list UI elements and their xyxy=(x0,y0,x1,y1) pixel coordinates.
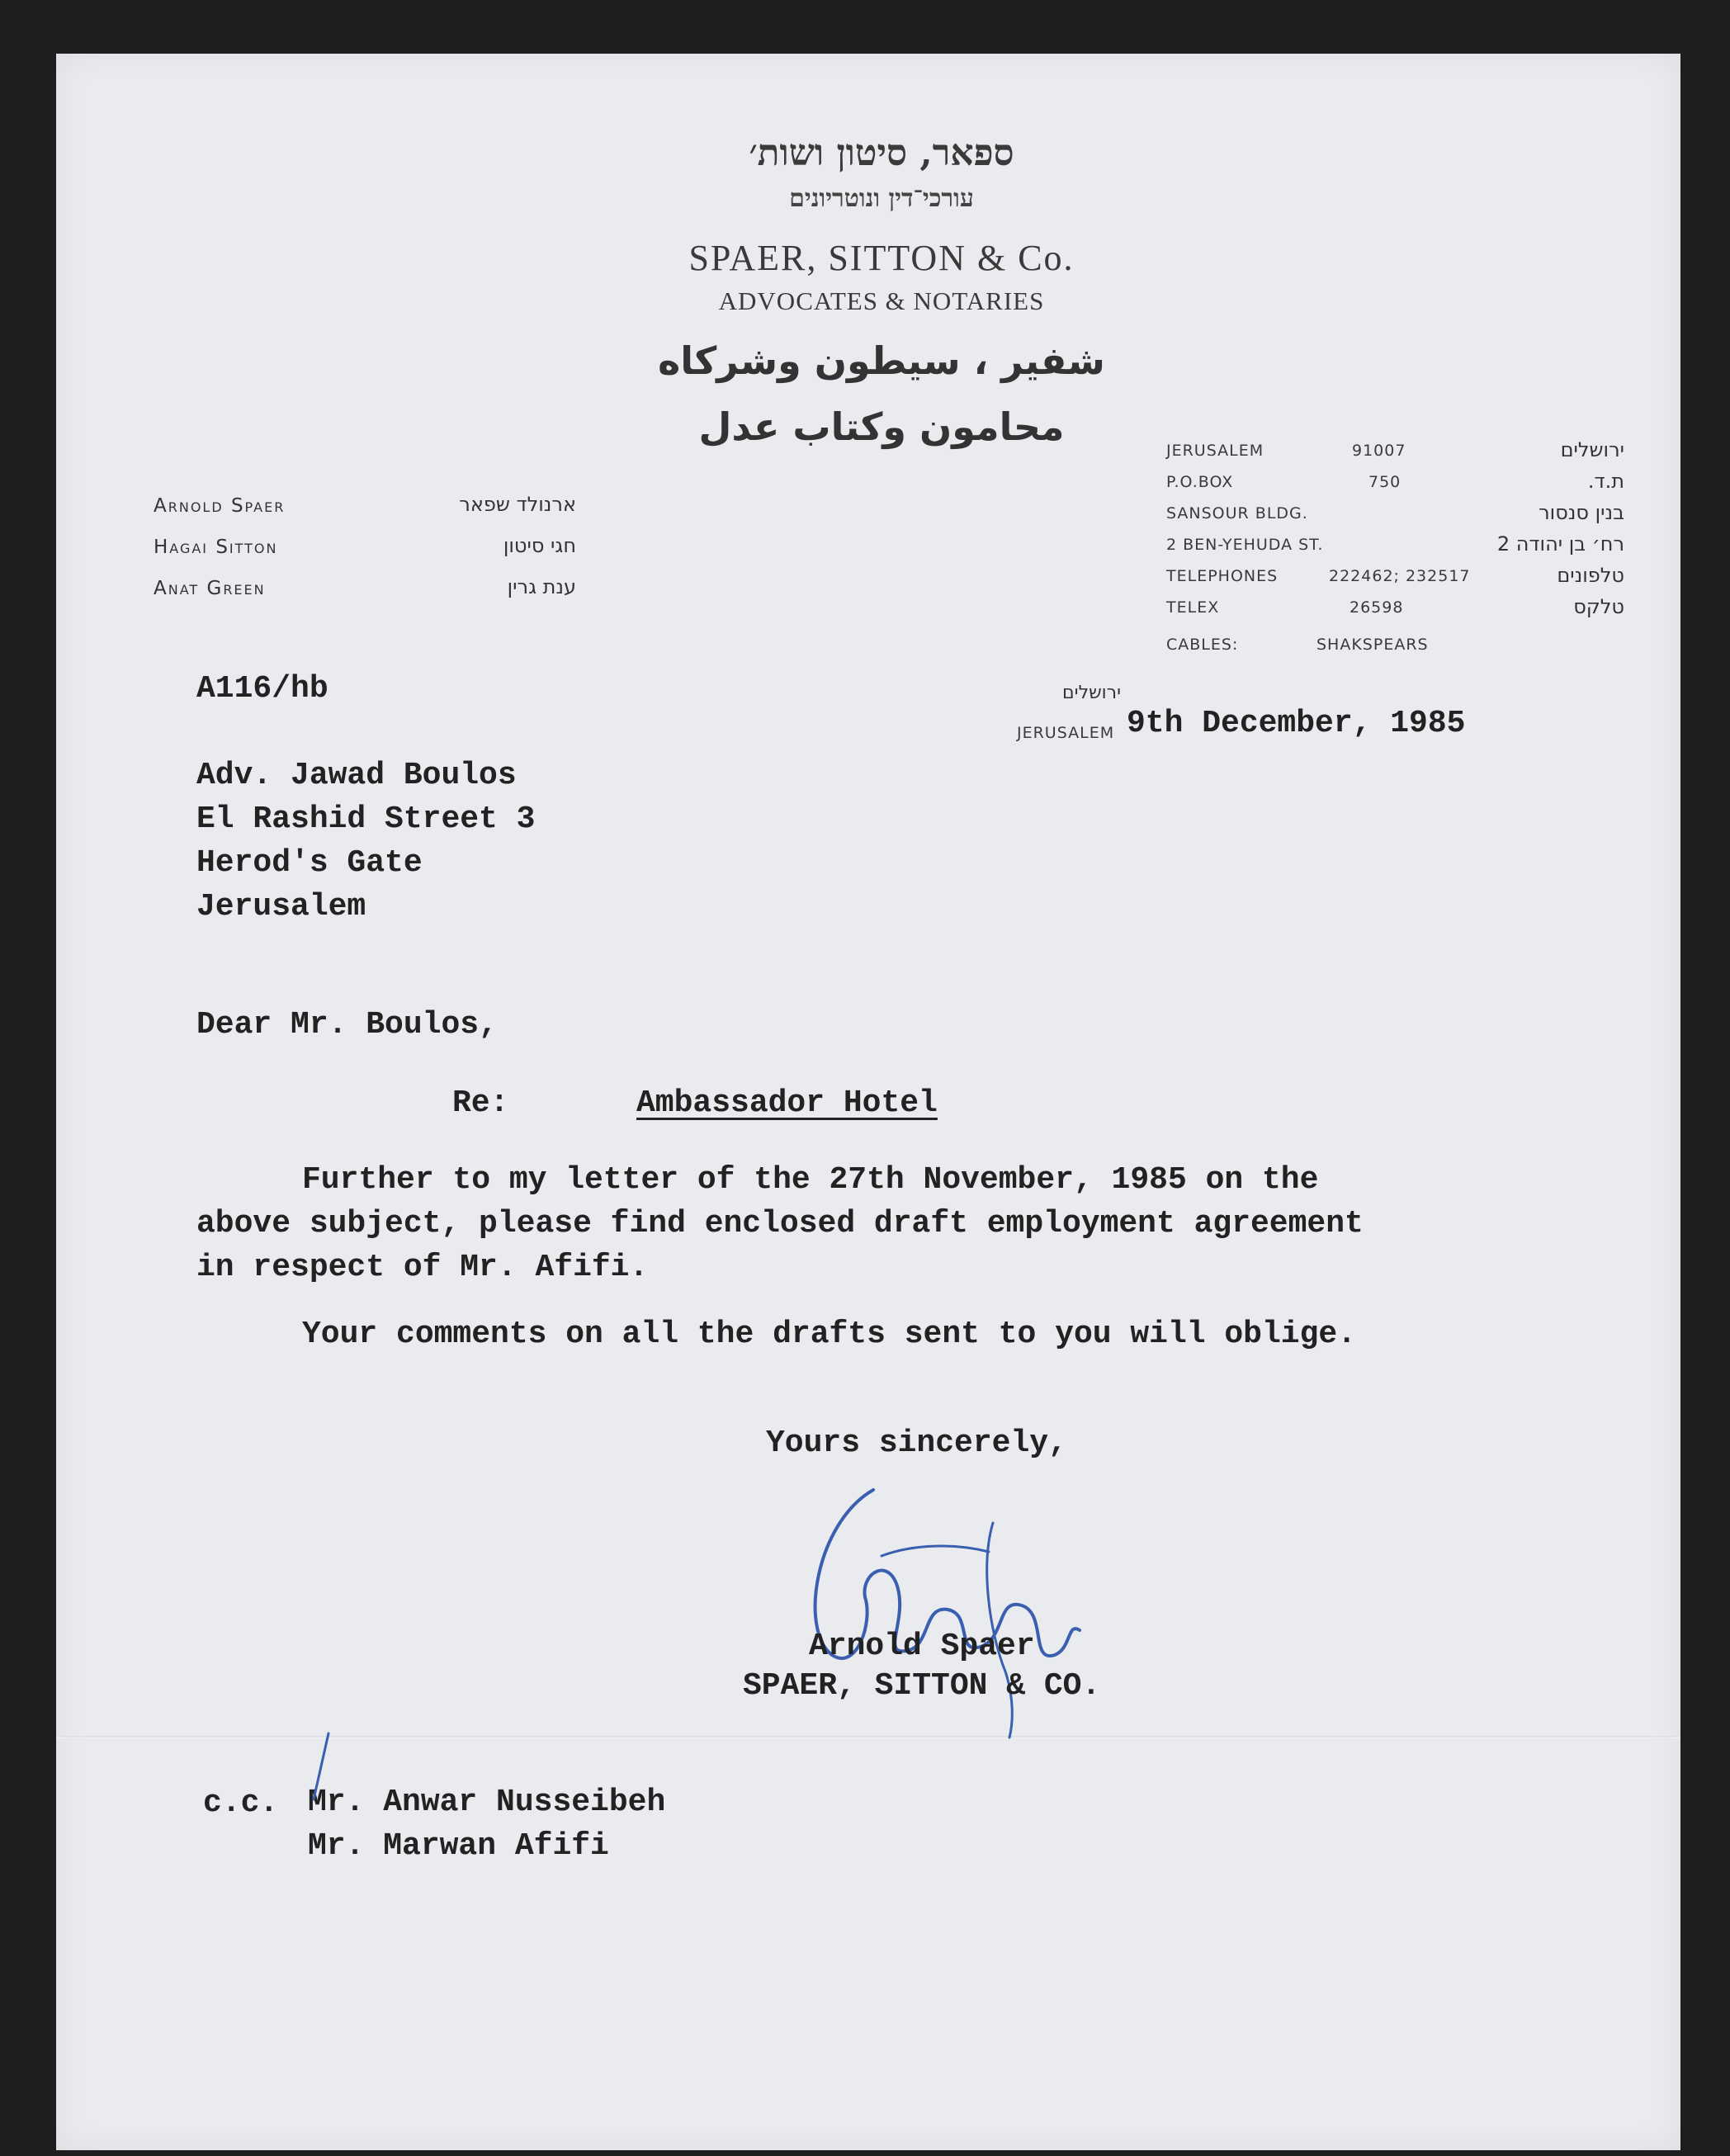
re-label: Re: xyxy=(452,1085,509,1121)
partner-he-1: ארנולד שפאר xyxy=(459,493,576,516)
cc-list xyxy=(308,1780,665,1868)
address-telephones-he: טלפונים xyxy=(1557,564,1624,587)
place-english: JERUSALEM xyxy=(1017,724,1115,742)
address-telex: 26598 xyxy=(1349,598,1404,617)
paragraph-line: Further to my letter of the 27th November, 1985 on the xyxy=(302,1162,1319,1198)
partner-en-2: Hagai Sitton xyxy=(154,537,278,558)
address-city: JERUSALEM xyxy=(1166,442,1264,460)
letter-date: 9th December, 1985 xyxy=(1127,706,1466,741)
re-subject: Ambassador Hotel xyxy=(636,1085,938,1121)
recipient-line: El Rashid Street 3 xyxy=(196,801,536,837)
address-cables: SHAKSPEARS xyxy=(1316,636,1429,654)
salutation: Dear Mr. Boulos, xyxy=(196,1007,498,1043)
signatory-name: Arnold Spaer xyxy=(809,1629,1035,1664)
cc-recipient: Mr. Marwan Afifi xyxy=(308,1828,609,1864)
hebrew-firm-name: ספאר, סיטון ושות׳ xyxy=(749,132,1014,174)
paragraph-2: Your comments on all the drafts sent to you will oblige. xyxy=(302,1317,1357,1352)
signatory-firm: SPAER, SITTON & CO. xyxy=(743,1668,1101,1704)
address-street: 2 BEN-YEHUDA ST. xyxy=(1166,536,1324,554)
handwritten-signature xyxy=(782,1465,1129,1746)
partner-he-3: ענת גרין xyxy=(507,575,576,598)
english-firm-subtitle: ADVOCATES & NOTARIES xyxy=(718,286,1045,315)
address-telex-he: טלקס xyxy=(1573,595,1624,618)
cc-label: c.c. xyxy=(203,1785,279,1821)
address-building-he: בנין סנסור xyxy=(1539,501,1624,524)
arabic-firm-subtitle: محامون وكتاب عدل xyxy=(698,404,1065,449)
recipient-line: Adv. Jawad Boulos xyxy=(196,758,517,793)
english-firm-name: SPAER, SITTON & Co. xyxy=(688,238,1075,278)
address-telephones: 222462; 232517 xyxy=(1329,567,1471,585)
arabic-firm-name: شفير ، سيطون وشركاه xyxy=(658,338,1105,383)
hebrew-firm-subtitle: עורכי־דין ונוטריונים xyxy=(789,184,974,213)
paragraph-line: above subject, please find enclosed draft employment agreement xyxy=(196,1206,1364,1241)
address-street-he: רח׳ בן יהודה 2 xyxy=(1496,532,1624,556)
recipient-address xyxy=(196,754,535,929)
letter-sheet xyxy=(56,54,1680,2150)
recipient-line: Jerusalem xyxy=(196,889,366,924)
recipient-line: Herod's Gate xyxy=(196,845,423,881)
address-city-he: ירושלים xyxy=(1560,438,1624,461)
partner-en-1: Arnold Spaer xyxy=(154,495,286,517)
address-building: SANSOUR BLDG. xyxy=(1166,504,1308,522)
address-telephones-label: TELEPHONES xyxy=(1166,567,1279,585)
paragraph-line: in respect of Mr. Afifi. xyxy=(196,1250,649,1285)
address-pobox: 750 xyxy=(1368,473,1401,491)
partner-he-2: חגי סיטון xyxy=(503,534,576,557)
partner-en-3: Anat Green xyxy=(154,578,266,599)
closing: Yours sincerely, xyxy=(766,1426,1067,1461)
address-postcode: 91007 xyxy=(1352,442,1406,460)
cc-recipient: Mr. Anwar Nusseibeh xyxy=(308,1785,666,1820)
address-telex-label: TELEX xyxy=(1166,598,1220,617)
address-cables-label: CABLES: xyxy=(1166,636,1239,654)
address-pobox-he: ת.ד. xyxy=(1587,470,1624,493)
place-hebrew: ירושלים xyxy=(1062,683,1121,703)
paragraph-1 xyxy=(196,1158,1364,1289)
reference-code: A116/hb xyxy=(196,671,329,707)
address-pobox-label: P.O.BOX xyxy=(1166,473,1234,491)
pen-tick-mark xyxy=(304,1729,337,1804)
